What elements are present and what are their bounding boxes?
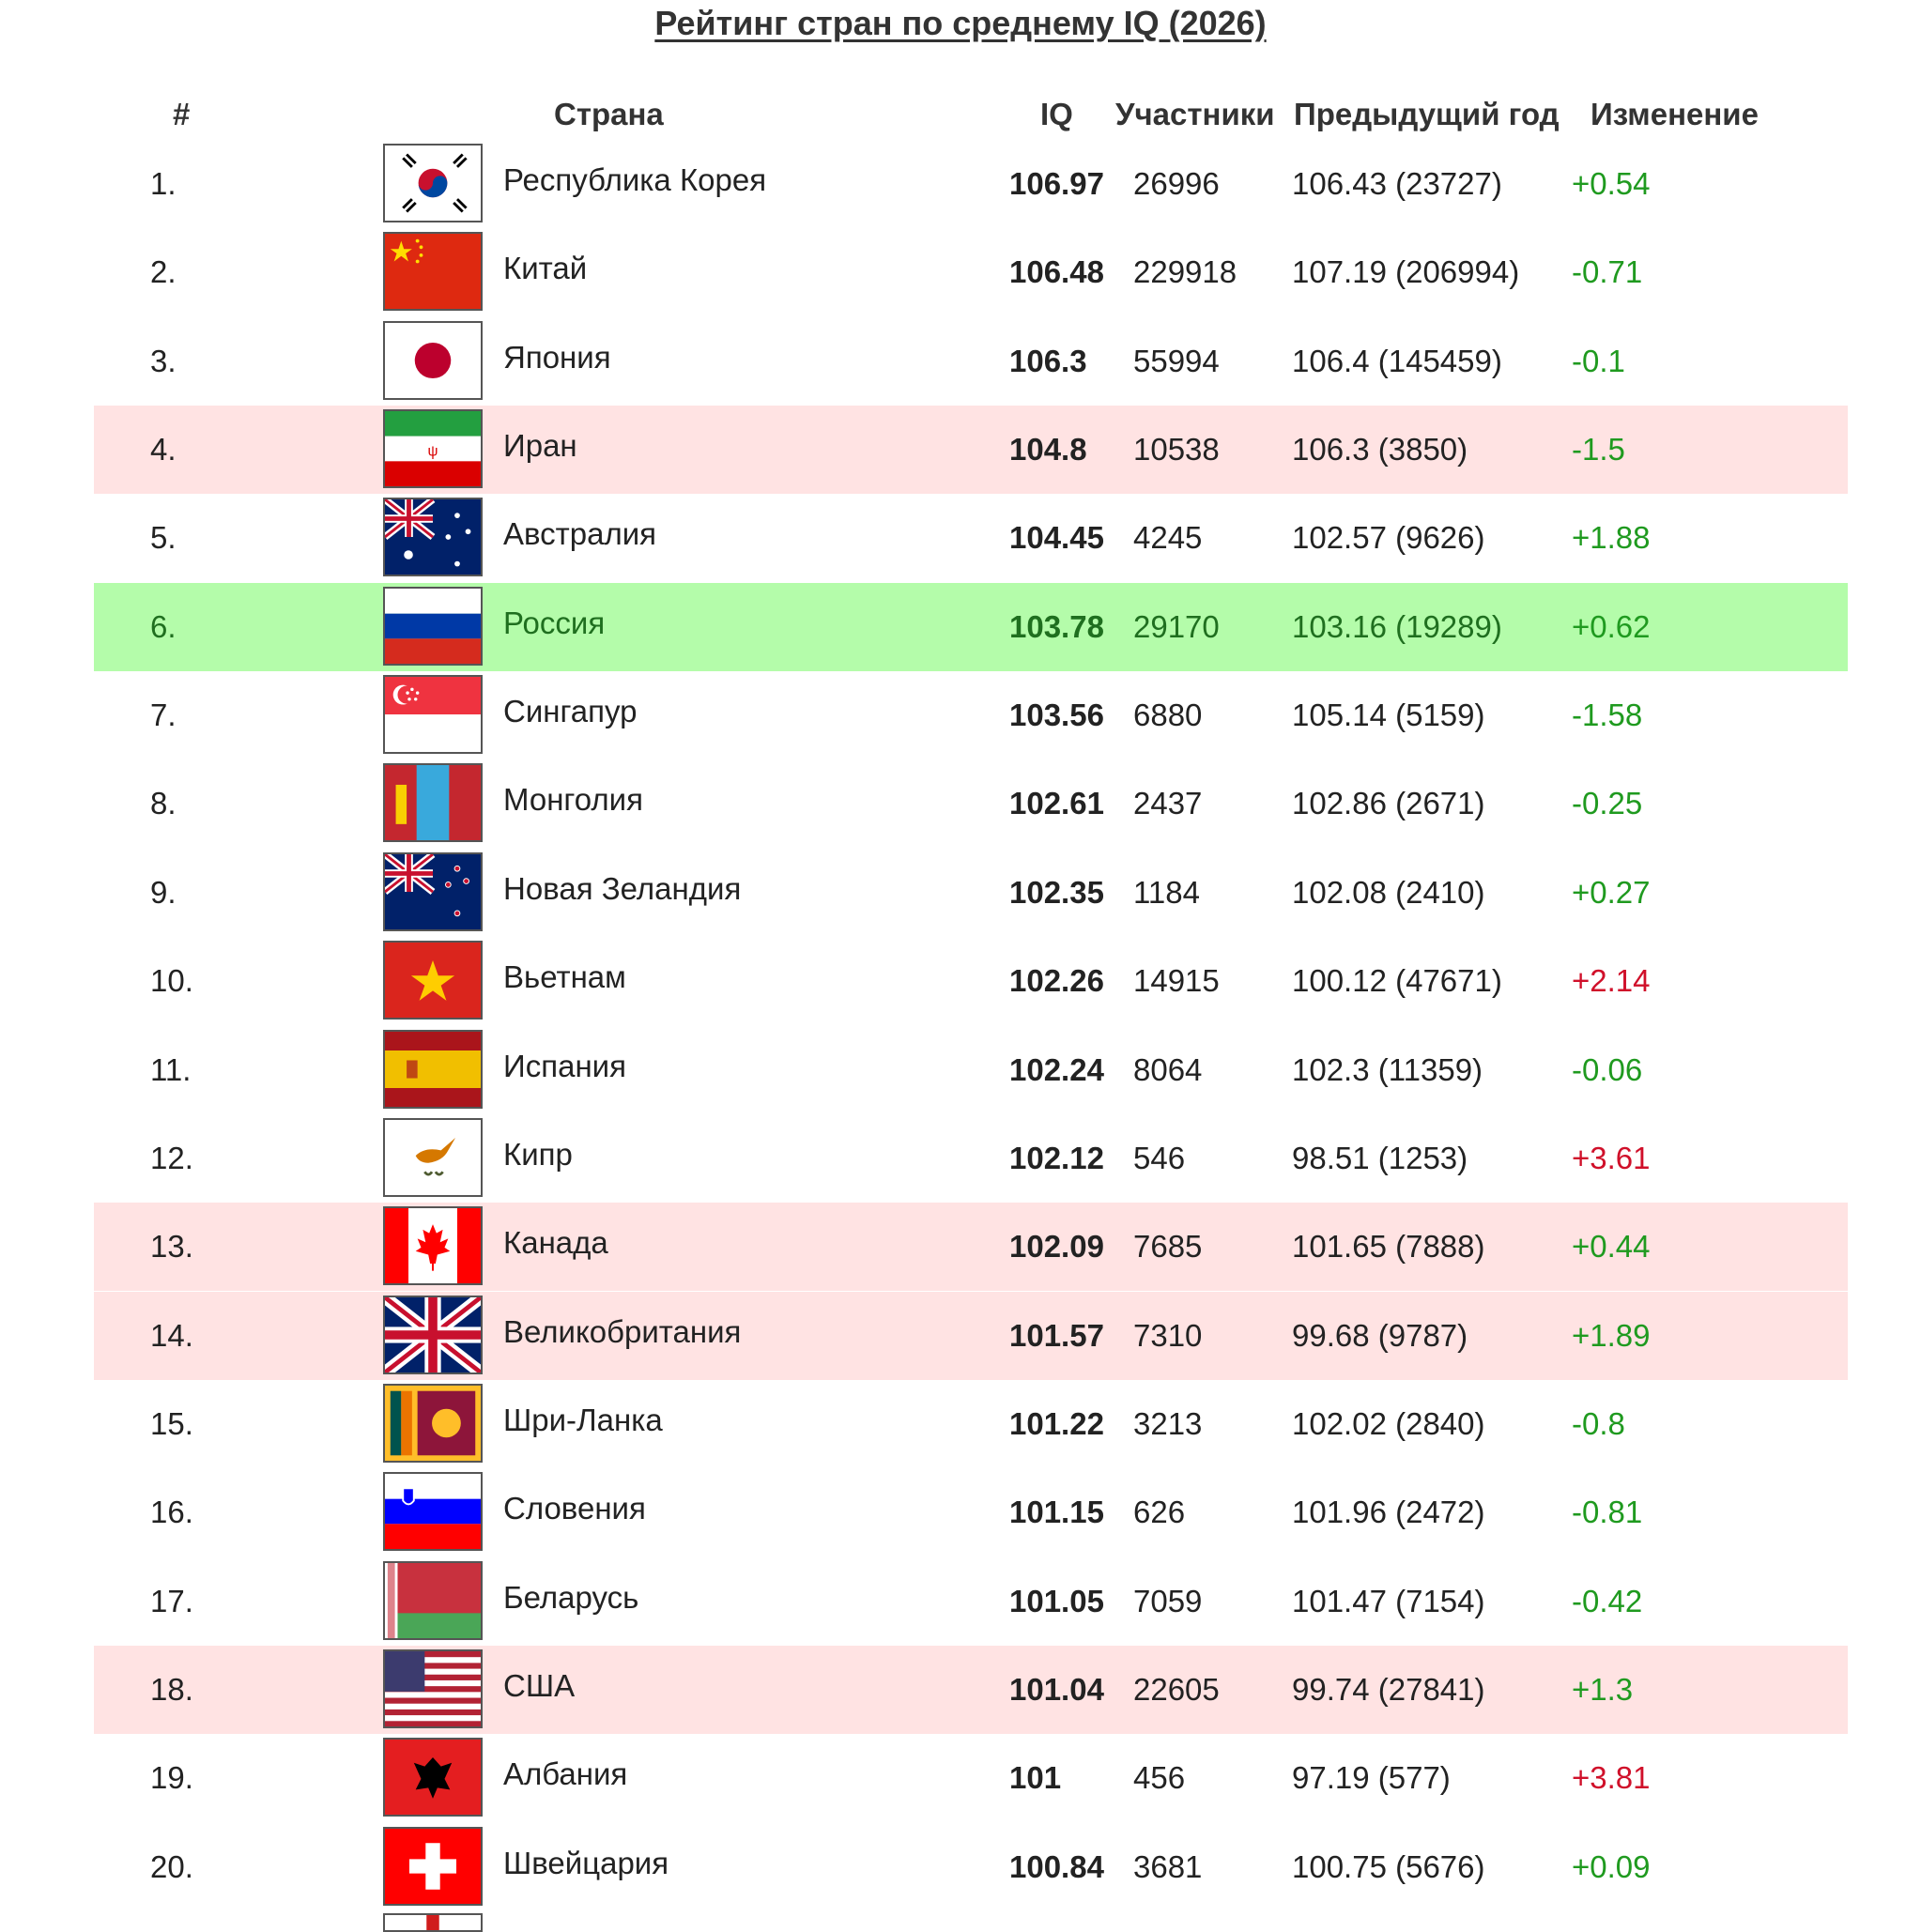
rank-cell: 16. [150,1495,193,1530]
flag-icon-nz [383,852,483,931]
change-value: +0.62 [1572,608,1651,644]
flag-icon-gb [383,1296,483,1374]
table-row [0,583,1921,671]
previous-year-value: 106.4 (145459) [1292,343,1502,378]
flag-icon-vn [383,941,483,1020]
participants-value: 55994 [1133,343,1220,378]
previous-year-value: 106.3 (3850) [1292,432,1468,468]
previous-year-value: 102.57 (9626) [1292,520,1485,556]
rank-cell: 6. [150,608,177,644]
column-header-previous-year: Предыдущий год [1294,97,1560,131]
rank-cell: 2. [150,254,177,290]
flag-icon-cy [383,1118,483,1197]
rank-cell: 5. [150,520,177,556]
flag-icon-by [383,1561,483,1640]
rank-cell: 10. [150,963,193,999]
country-name: Шри-Ланка [503,1402,663,1437]
change-value: +1.3 [1572,1671,1634,1707]
previous-year-value: 105.14 (5159) [1292,698,1485,733]
country-name: Россия [503,605,606,640]
country-name: Словения [503,1491,646,1526]
table-row [0,1380,1921,1468]
table-row [0,1026,1921,1114]
table-row [0,1823,1921,1911]
participants-value: 456 [1133,1760,1186,1796]
participants-value: 7685 [1133,1229,1203,1265]
change-value: +3.81 [1572,1760,1651,1796]
table-row [0,406,1921,494]
previous-year-value: 100.12 (47671) [1292,963,1502,999]
change-value: -0.25 [1572,786,1643,821]
previous-year-value: 100.75 (5676) [1292,1848,1485,1884]
participants-value: 626 [1133,1495,1186,1530]
participants-value: 3681 [1133,1848,1203,1884]
previous-year-value: 99.74 (27841) [1292,1671,1485,1707]
previous-year-value: 101.96 (2472) [1292,1495,1485,1530]
iq-value: 104.45 [1009,520,1104,556]
table-row [0,937,1921,1025]
flag-icon-partial [383,1913,483,1932]
iq-value: 104.8 [1009,432,1087,468]
rank-cell: 9. [150,874,177,910]
previous-year-value: 99.68 (9787) [1292,1317,1468,1353]
participants-value: 546 [1133,1140,1186,1175]
column-header-participants: Участники [1115,97,1275,131]
page-title: Рейтинг стран по среднему IQ (2026) [654,4,1267,42]
rank-cell: 13. [150,1229,193,1265]
table-row [0,1557,1921,1646]
participants-value: 1184 [1133,874,1200,910]
flag-icon-ru [383,587,483,666]
flag-icon-au [383,498,483,576]
flag-icon-ch [383,1827,483,1906]
change-value: +0.09 [1572,1848,1651,1884]
column-header-iq: IQ [1040,97,1073,131]
participants-value: 229918 [1133,254,1237,290]
flag-icon-us [383,1649,483,1728]
iq-value: 101.15 [1009,1495,1104,1530]
country-name: Новая Зеландия [503,870,742,906]
rank-cell: 17. [150,1583,193,1618]
flag-icon-sg [383,675,483,754]
rank-cell: 20. [150,1848,193,1884]
flag-icon-lk [383,1384,483,1463]
flag-icon-ir [383,409,483,488]
table-row [0,671,1921,759]
country-name: Вьетнам [503,959,626,995]
table-row [0,317,1921,406]
participants-value: 7310 [1133,1317,1203,1353]
change-value: -0.06 [1572,1051,1643,1087]
participants-value: 22605 [1133,1671,1220,1707]
change-value: -0.81 [1572,1495,1643,1530]
country-name: Великобритания [503,1313,742,1349]
svg-text:ψ: ψ [427,443,438,460]
rank-cell: 12. [150,1140,193,1175]
participants-value: 4245 [1133,520,1203,556]
country-name: Албания [503,1756,628,1792]
previous-year-value: 101.47 (7154) [1292,1583,1485,1618]
rank-cell: 11. [150,1051,192,1087]
change-value: -0.1 [1572,343,1625,378]
column-header-country: Страна [554,97,664,131]
rank-cell: 18. [150,1671,193,1707]
participants-value: 29170 [1133,608,1220,644]
country-name: Канада [503,1225,608,1261]
table-row [0,1292,1921,1380]
country-name: Сингапур [503,694,638,729]
column-header-rank: # [173,97,191,131]
country-name: Испания [503,1048,626,1083]
change-value: +3.61 [1572,1140,1651,1175]
participants-value: 2437 [1133,786,1203,821]
change-value: -1.58 [1572,698,1643,733]
iq-value: 103.78 [1009,608,1104,644]
iq-value: 106.48 [1009,254,1104,290]
iq-value: 101 [1009,1760,1062,1796]
country-name: Австралия [503,516,657,552]
country-name: Кипр [503,1136,573,1172]
rank-cell: 4. [150,432,177,468]
rank-cell: 3. [150,343,177,378]
rank-cell: 15. [150,1405,193,1441]
iq-value: 101.05 [1009,1583,1104,1618]
iq-value: 102.09 [1009,1229,1104,1265]
iq-value: 100.84 [1009,1848,1104,1884]
country-name: Республика Корея [503,162,767,197]
table-row [0,494,1921,582]
previous-year-value: 98.51 (1253) [1292,1140,1468,1175]
participants-value: 3213 [1133,1405,1203,1441]
change-value: -0.71 [1572,254,1643,290]
previous-year-value: 103.16 (19289) [1292,608,1502,644]
previous-year-value: 101.65 (7888) [1292,1229,1485,1265]
iq-value: 101.22 [1009,1405,1104,1441]
previous-year-value: 106.43 (23727) [1292,166,1502,201]
change-value: +2.14 [1572,963,1651,999]
previous-year-value: 102.3 (11359) [1292,1051,1483,1087]
country-name: США [503,1667,576,1703]
participants-value: 10538 [1133,432,1220,468]
previous-year-value: 102.08 (2410) [1292,874,1485,910]
change-value: -0.8 [1572,1405,1625,1441]
previous-year-value: 107.19 (206994) [1292,254,1520,290]
country-name: Монголия [503,782,643,818]
previous-year-value: 102.02 (2840) [1292,1405,1485,1441]
iq-value: 102.24 [1009,1051,1104,1087]
iq-value: 102.12 [1009,1140,1104,1175]
flag-icon-mn [383,763,483,842]
change-value: +1.89 [1572,1317,1651,1353]
participants-value: 6880 [1133,698,1203,733]
flag-icon-es [383,1030,483,1109]
participants-value: 7059 [1133,1583,1203,1618]
flag-icon-si [383,1472,483,1551]
participants-value: 26996 [1133,166,1220,201]
participants-value: 14915 [1133,963,1220,999]
table-row [0,1114,1921,1203]
iq-value: 102.61 [1009,786,1104,821]
country-name: Иран [503,428,577,464]
rank-cell: 1. [150,166,177,201]
flag-icon-al [383,1738,483,1817]
iq-value: 103.56 [1009,698,1104,733]
rank-cell: 14. [150,1317,193,1353]
flag-icon-jp [383,321,483,400]
previous-year-value: 102.86 (2671) [1292,786,1485,821]
change-value: +0.44 [1572,1229,1651,1265]
change-value: -1.5 [1572,432,1625,468]
change-value: +0.27 [1572,874,1651,910]
rank-cell: 8. [150,786,177,821]
iq-value: 106.3 [1009,343,1087,378]
column-header-change: Изменение [1591,97,1759,131]
country-name: Швейцария [503,1845,669,1880]
table-row [0,1646,1921,1734]
table-row [0,228,1921,316]
table-row [0,140,1921,228]
participants-value: 8064 [1133,1051,1203,1087]
country-name: Япония [503,339,611,375]
iq-value: 101.57 [1009,1317,1104,1353]
table-row [0,1203,1921,1291]
rank-cell: 7. [150,698,177,733]
table-row [0,849,1921,937]
table-row [0,1734,1921,1822]
iq-value: 101.04 [1009,1671,1104,1707]
flag-icon-ca [383,1206,483,1285]
iq-value: 102.26 [1009,963,1104,999]
table-row [0,1468,1921,1556]
change-value: +1.88 [1572,520,1651,556]
flag-icon-kr [383,144,483,222]
iq-value: 102.35 [1009,874,1104,910]
rank-cell: 19. [150,1760,193,1796]
change-value: -0.42 [1572,1583,1643,1618]
iq-value: 106.97 [1009,166,1104,201]
country-name: Китай [503,251,588,286]
previous-year-value: 97.19 (577) [1292,1760,1451,1796]
table-row [0,759,1921,848]
flag-icon-cn [383,232,483,311]
change-value: +0.54 [1572,166,1651,201]
country-name: Беларусь [503,1579,639,1615]
